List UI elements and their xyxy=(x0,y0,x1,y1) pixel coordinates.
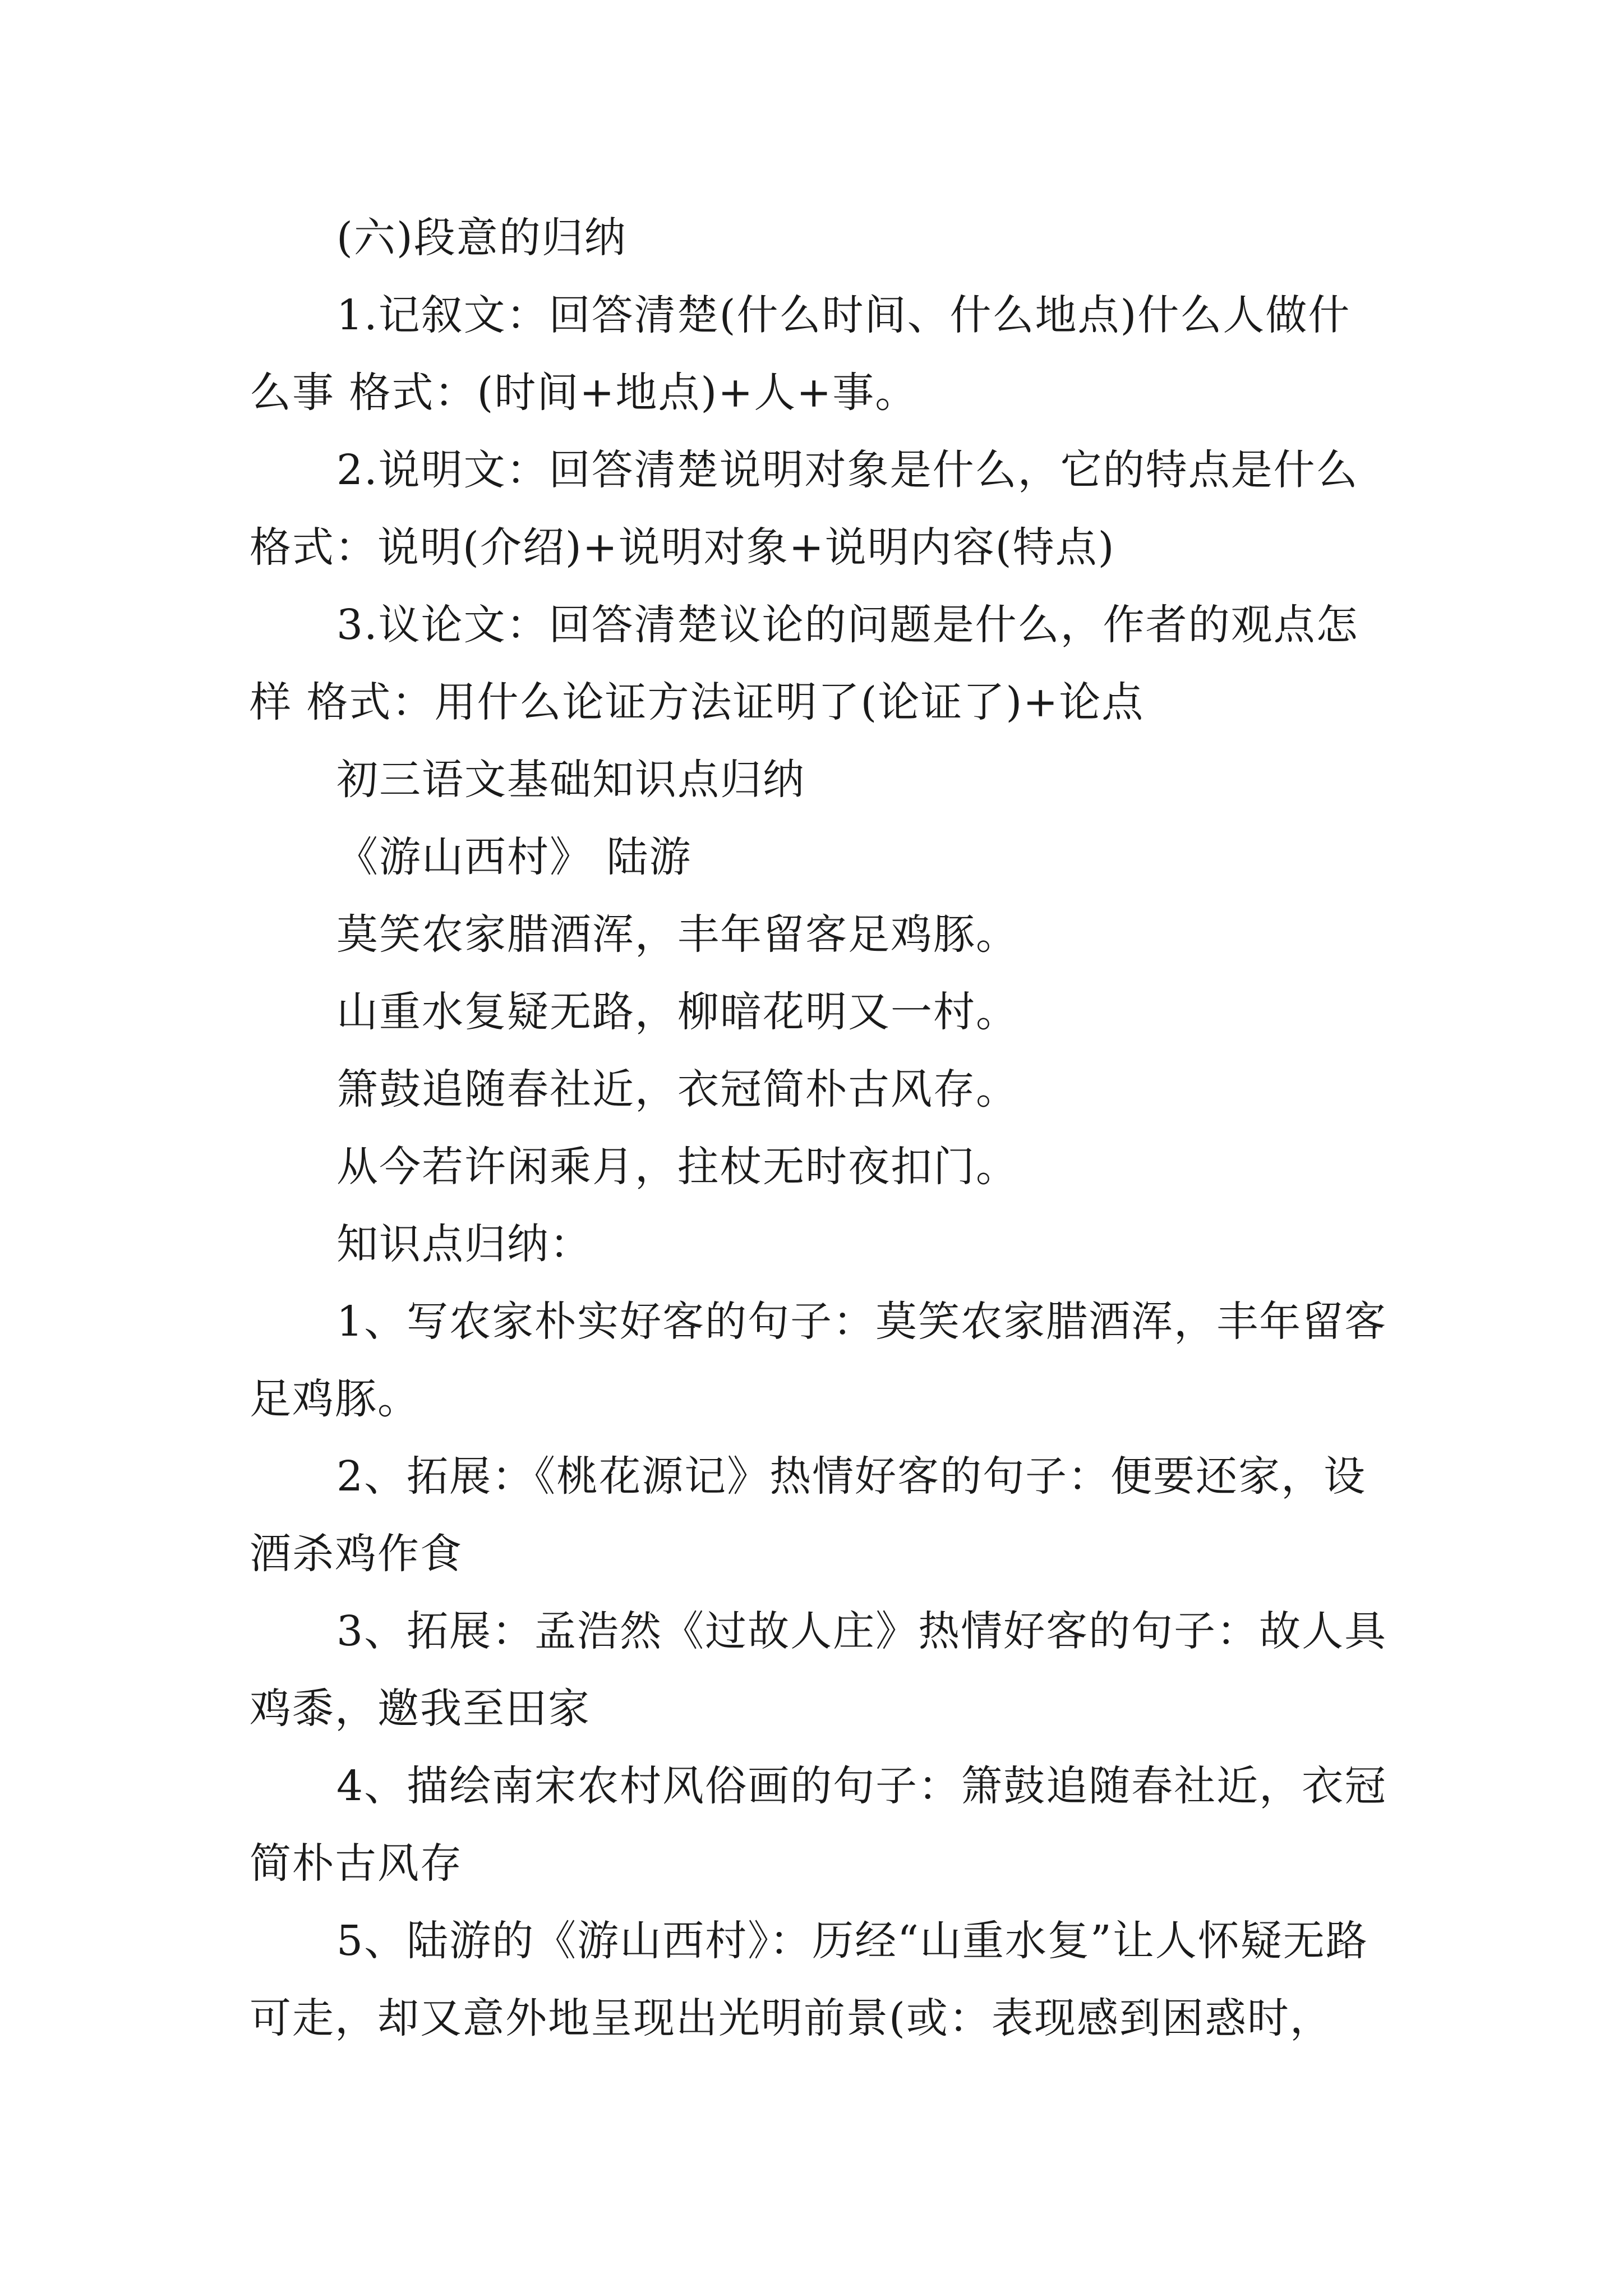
document-body xyxy=(250,199,1388,2057)
item-expository: 2.说明文：回答清楚说明对象是什么，它的特点是什么 格式：说明(介绍)+说明对象+说明内容(特点) xyxy=(250,446,1359,572)
knowledge-heading: 知识点归纳： xyxy=(336,1220,592,1268)
knowledge-point: 3、拓展：孟浩然《过故人庄》热情好客的句子：故人具鸡黍，邀我至田家 xyxy=(250,1607,1387,1733)
knowledge-point: 1、写农家朴实好客的句子：莫笑农家腊酒浑，丰年留客足鸡豚。 xyxy=(250,1297,1387,1423)
poem-line: 莫笑农家腊酒浑，丰年留客足鸡豚。 xyxy=(336,910,1018,959)
section-heading: (六)段意的归纳 xyxy=(336,214,627,262)
poem-line: 山重水复疑无路，柳暗花明又一村。 xyxy=(336,988,1018,1036)
poem-title: 《游山西村》 陆游 xyxy=(336,833,692,881)
knowledge-point: 2、拓展：《桃花源记》热情好客的句子：便要还家，设酒杀鸡作食 xyxy=(250,1452,1367,1578)
poem-line: 箫鼓追随春社近，衣冠简朴古风存。 xyxy=(336,1065,1018,1114)
knowledge-point: 5、陆游的《游山西村》：历经“山重水复”让人怀疑无路可走，却又意外地呈现出光明前景(或：表现感到困惑时， xyxy=(250,1917,1368,2042)
knowledge-point: 4、描绘南宋农村风俗画的句子：箫鼓追随春社近，衣冠简朴古风存 xyxy=(250,1762,1387,1888)
poem-line: 从今若许闲乘月，拄杖无时夜扣门。 xyxy=(336,1143,1018,1191)
item-narrative: 1.记叙文：回答清楚(什么时间、什么地点)什么人做什么事 格式：(时间+地点)+人+事。 xyxy=(250,291,1351,417)
subtitle: 初三语文基础知识点归纳 xyxy=(336,756,805,804)
item-argumentative: 3.议论文：回答清楚议论的问题是什么，作者的观点怎样 格式：用什么论证方法证明了(论证了)+论点 xyxy=(250,601,1359,726)
